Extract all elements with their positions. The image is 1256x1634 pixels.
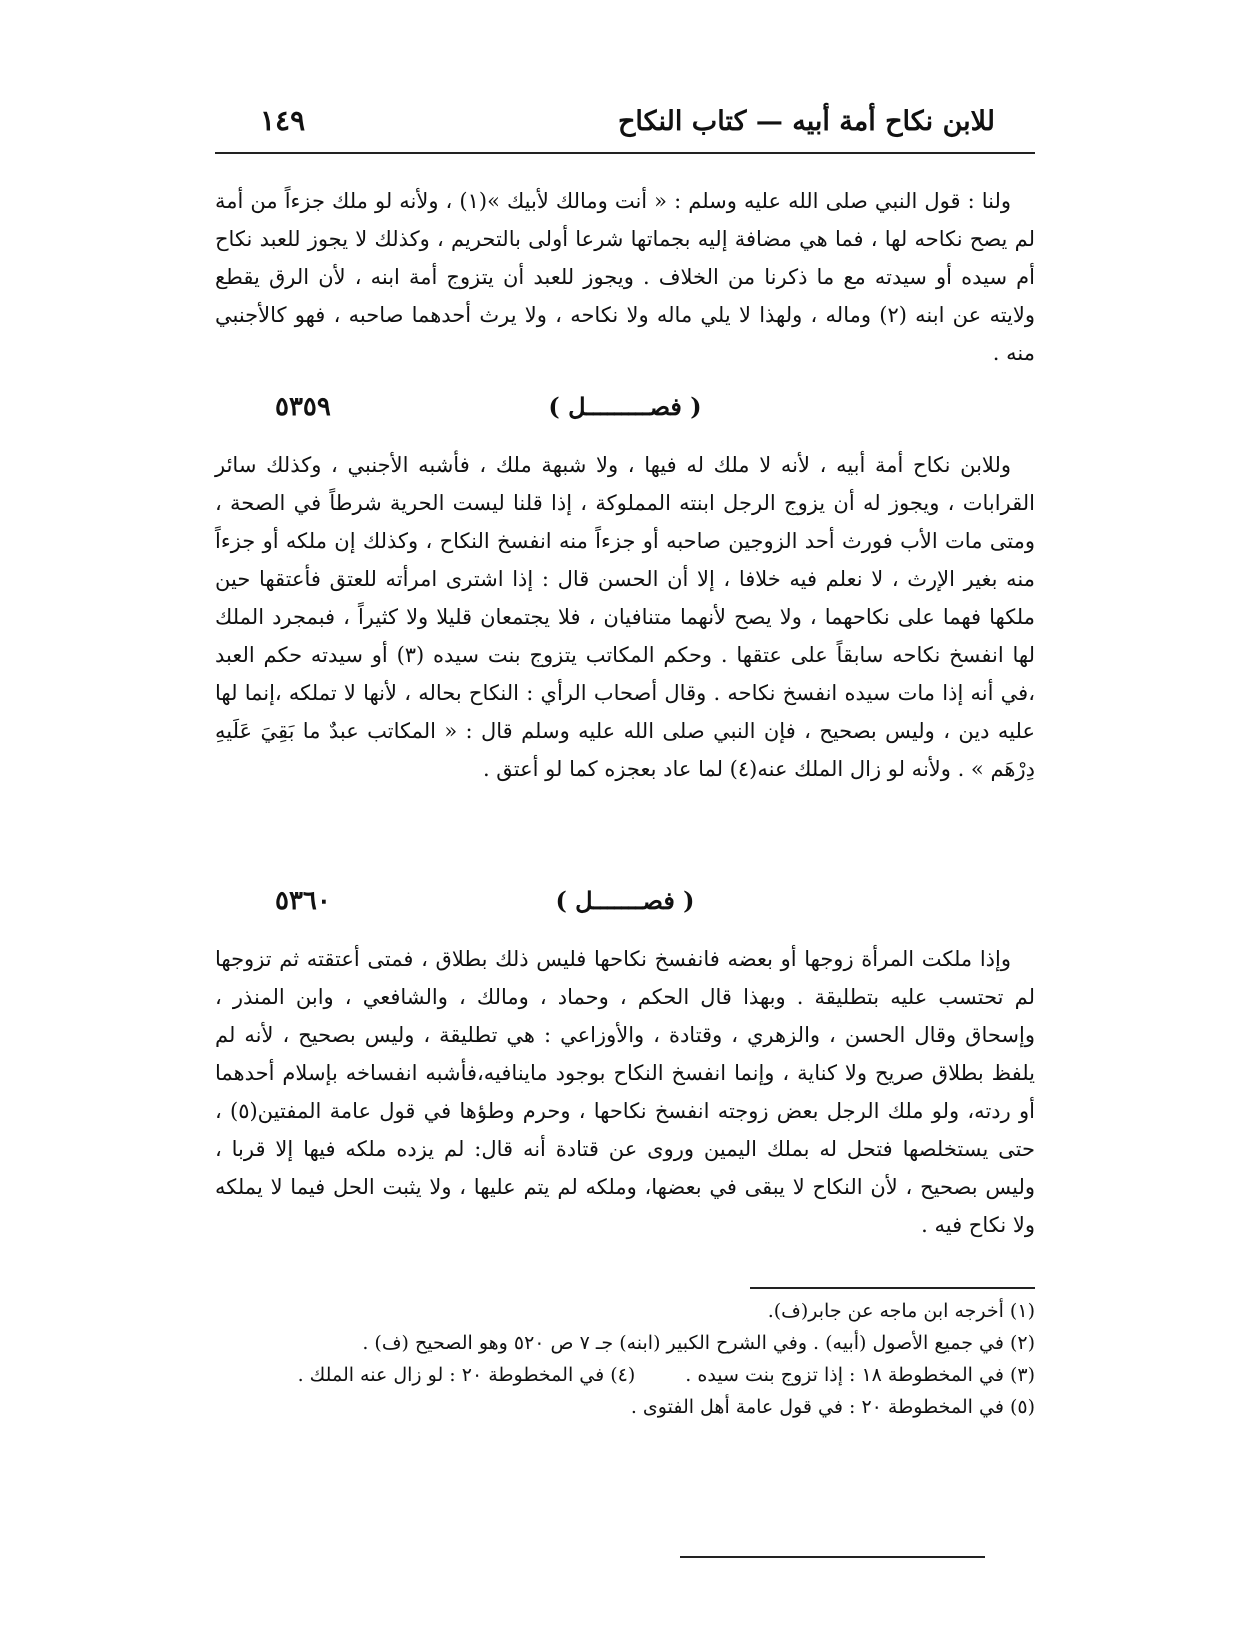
intro-paragraph xyxy=(215,182,1035,372)
section-text: وللابن نكاح أمة أبيه ، لأنه لا ملك له فيها ، ولا شبهة ملك ، فأشبه الأجنبي ، وكذلك سائر القرابات ، ويجوز له أن يزوج الرجل ابنته المملوكة ، إذا قلنا ليست الحرية شرطاً في الصحة ، ومتى مات الأب فورث أحد الزوجين صاحبه أو جزءاً منه انفسخ النكاح ، وكذلك إن ملكه أو جزءاً منه بغير الإرث ، لا نعلم فيه خلافا ، إلا أن الحسن قال : إذا اشترى امرأته للعتق فأعتقها حين ملكها فهما على نكاحهما ، ولا يصح لأنهما متنافيان ، فلا يجتمعان قليلا ولا كثيراً ، فبمجرد الملك لها انفسخ نكاحه سابقاً على عتقها . وحكم المكاتب يتزوج بنت سيده (٣) أو سيدته حكم العبد ،في أنه إذا مات سيده انفسخ نكاحه . وقال أصحاب الرأي : النكاح بحاله ، لأنها لا تملكه ،إنما لها عليه دين ، وليس بصحيح ، فإن النبي صلى الله عليه وسلم قال : « المكاتب عبدٌ ما بَقِيَ عَلَيهِ دِرْهَم » . ولأنه لو زال الملك عنه(٤) لما عاد بعجزه كما لو أعتق . xyxy=(215,453,1035,781)
section-title: ( فصـــــــــل ) xyxy=(548,392,702,421)
intro-text: ولنا : قول النبي صلى الله عليه وسلم : « أنت ومالك لأبيك »(١) ، ولأنه لو ملك جزءاً من أمة لم يصح نكاحه لها ، فما هي مضافة إليه بجماتها شرعا أولى بالتحريم ، وكذلك لا يجوز للعبد نكاح أم سيده أو سيدته مع ما ذكرنا من الخلاف . ويجوز للعبد أن يتزوج أمة ابنه ، لأن الرق يقطع ولايته عن ابنه (٢) وماله ، ولهذا لا يلي ماله ولا نكاحه ، ولا يرث أحدهما صاحبه ، فهو كالأجنبي منه . xyxy=(215,189,1035,365)
footnote-1: (١) أخرجه ابن ماجه عن جابر(ف). xyxy=(767,1300,1035,1322)
footnote-3: (٣) في المخطوطة ١٨ : إذا تزوج بنت سيده . xyxy=(685,1364,1035,1386)
footnote-3-4 xyxy=(215,1359,1035,1391)
section-number: ٥٣٦٠ xyxy=(275,886,331,916)
section-body-5360 xyxy=(215,940,1035,1244)
footnotes xyxy=(215,1295,1035,1423)
footnote-4: (٤) في المخطوطة ٢٠ : لو زال عنه الملك . xyxy=(297,1364,636,1386)
page-number: ١٤٩ xyxy=(260,104,306,137)
section-heading-5359 xyxy=(215,392,1035,432)
section-heading-5360 xyxy=(215,886,1035,926)
header-divider xyxy=(215,152,1035,154)
section-number: ٥٣٥٩ xyxy=(275,392,331,422)
footnote-5: (٥) في المخطوطة ٢٠ : في قول عامة أهل الفتوى . xyxy=(630,1396,1035,1418)
running-header xyxy=(215,100,1035,152)
section-title: ( فصـــــــل ) xyxy=(555,886,695,915)
section-text: وإذا ملكت المرأة زوجها أو بعضه فانفسخ نكاحها فليس ذلك بطلاق ، فمتى أعتقته ثم تزوجها لم تحتسب عليه بتطليقة . وبهذا قال الحكم ، وحماد ، ومالك ، والشافعي ، وابن المنذر ، وإسحاق وقال الحسن ، والزهري ، وقتادة ، والأوزاعي : هي تطليقة ، وليس بصحيح ، لأنه لم يلفظ بطلاق صريح ولا كناية ، وإنما انفسخ النكاح بوجود ماينافيه،فأشبه انفساخه بإسلام أحدهما أو ردته، ولو ملك الرجل بعض زوجته انفسخ نكاحها ، وحرم وطؤها في قول عامة المفتين(٥) ، حتى يستخلصها فتحل له بملك اليمين وروى عن قتادة أنه قال: لم يزده ملكه فيها إلا قربا ، وليس بصحيح ، لأن النكاح لا يبقى في بعضها، وملكه لم يتم عليها ، ولا يثبت الحل فيما لا يملكه ولا نكاح فيه . xyxy=(215,947,1035,1237)
section-body-5359 xyxy=(215,446,1035,788)
footnote-2: (٢) في جميع الأصول (أبيه) . وفي الشرح الكبير (ابنه) جـ ٧ ص ٥٢٠ وهو الصحيح (ف) . xyxy=(362,1332,1035,1354)
bottom-divider xyxy=(680,1556,985,1558)
footnote-divider xyxy=(750,1287,1035,1289)
running-title: للابن نكاح أمة أبيه — كتاب النكاح xyxy=(617,106,995,137)
